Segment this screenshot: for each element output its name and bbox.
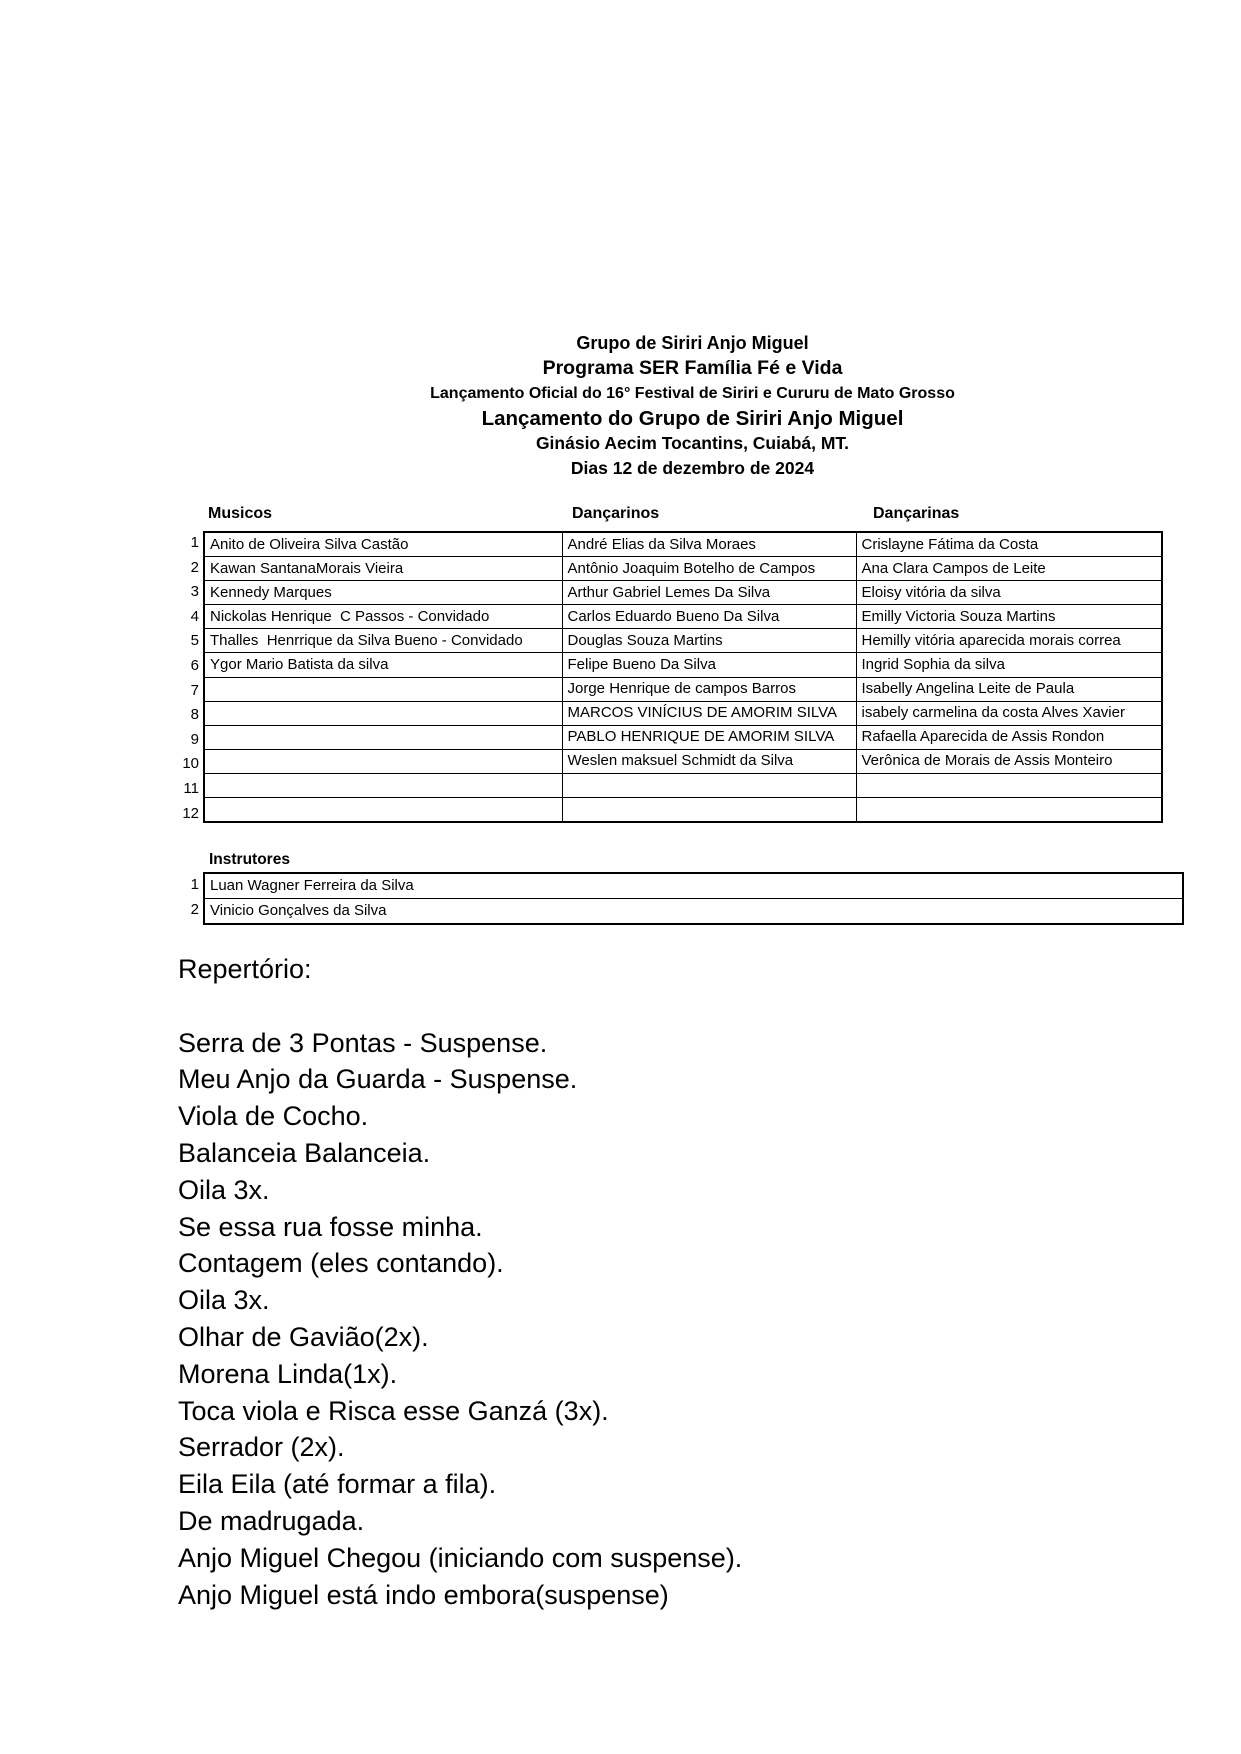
cell-dancarino: Weslen maksuel Schmidt da Silva	[562, 749, 856, 773]
row-number: 2	[190, 901, 199, 919]
repertoire-item: De madrugada.	[178, 1505, 365, 1536]
table-row	[204, 557, 1162, 581]
repertoire-item: Oila 3x.	[178, 1285, 270, 1316]
cell-dancarino	[562, 773, 856, 797]
table-row	[204, 581, 1162, 605]
table-row	[204, 873, 1183, 898]
cell-dancarina: Ana Clara Campos de Leite	[856, 557, 1162, 581]
row-number: 10	[182, 755, 199, 773]
header-line-festival: Lançamento Oficial do 16° Festival de Siriri e Cururu de Mato Grosso	[430, 385, 955, 402]
column-header-dancarinas: Dançarinas	[873, 505, 960, 522]
row-number: 3	[190, 583, 199, 601]
cell-dancarino: André Elias da Silva Moraes	[562, 532, 856, 557]
table-row	[204, 629, 1162, 653]
cell-dancarino: Arthur Gabriel Lemes Da Silva	[562, 581, 856, 605]
cell-musico	[204, 725, 562, 749]
header-line-venue: Ginásio Aecim Tocantins, Cuiabá, MT.	[535, 433, 850, 453]
cell-dancarina	[856, 773, 1162, 797]
row-number: 7	[190, 681, 199, 699]
cell-musico	[204, 701, 562, 725]
repertoire-item: Anjo Miguel Chegou (iniciando com suspense).	[178, 1542, 743, 1573]
cell-instructor: Luan Wagner Ferreira da Silva	[204, 873, 1183, 898]
row-number: 4	[190, 607, 199, 625]
header-line-group-name: Grupo de Siriri Anjo Miguel	[576, 333, 809, 353]
cell-dancarino: PABLO HENRIQUE DE AMORIM SILVA	[562, 725, 856, 749]
cell-musico	[204, 749, 562, 773]
cell-musico	[204, 798, 562, 823]
instructors-table	[203, 872, 1184, 925]
cell-dancarina	[856, 798, 1162, 823]
header-line-program: Programa SER Família Fé e Vida	[542, 357, 843, 379]
cell-musico	[204, 677, 562, 701]
table-row	[204, 605, 1162, 629]
repertoire-item: Serra de 3 Pontas - Suspense.	[178, 1027, 548, 1058]
row-number: 8	[190, 706, 199, 724]
row-number: 1	[190, 534, 199, 551]
row-number: 9	[190, 730, 199, 748]
repertoire-item: Se essa rua fosse minha.	[178, 1211, 483, 1242]
cell-dancarino	[562, 798, 856, 823]
repertoire-item: Serrador (2x).	[178, 1432, 345, 1463]
cell-dancarino: Carlos Eduardo Bueno Da Silva	[562, 605, 856, 629]
row-number: 1	[190, 876, 199, 893]
cell-dancarina: Isabelly Angelina Leite de Paula	[856, 677, 1162, 701]
cell-instructor: Vinicio Gonçalves da Silva	[204, 898, 1183, 923]
repertoire-item: Balanceia Balanceia.	[178, 1137, 431, 1168]
repertoire-item: Viola de Cocho.	[178, 1101, 369, 1132]
cell-dancarina: Eloisy vitória da silva	[856, 581, 1162, 605]
row-number: 5	[190, 632, 199, 650]
cell-dancarina: Hemilly vitória aparecida morais correa	[856, 629, 1162, 653]
participants-row-numbers	[159, 531, 201, 826]
cell-dancarina: Crislayne Fátima da Costa	[856, 532, 1162, 557]
table-row	[204, 798, 1162, 823]
cell-musico: Thalles Henrrique da Silva Bueno - Convidado	[204, 629, 562, 653]
cell-dancarino: Antônio Joaquim Botelho de Campos	[562, 557, 856, 581]
participants-table	[203, 531, 1163, 823]
cell-dancarino: Douglas Souza Martins	[562, 629, 856, 653]
repertoire-item: Olhar de Gavião(2x).	[178, 1321, 429, 1352]
table-row	[204, 653, 1162, 677]
cell-dancarino: Jorge Henrique de campos Barros	[562, 677, 856, 701]
repertoire-item: Morena Linda(1x).	[178, 1358, 398, 1389]
table-row	[204, 773, 1162, 797]
instructors-title: Instrutores	[209, 851, 290, 868]
instructors-row-numbers	[159, 872, 201, 923]
repertoire-item: Toca viola e Risca esse Ganzá (3x).	[178, 1395, 609, 1426]
spacer	[178, 988, 742, 1025]
table-row	[204, 532, 1162, 557]
cell-dancarina: isabely carmelina da costa Alves Xavier	[856, 701, 1162, 725]
cell-musico: Nickolas Henrique C Passos - Convidado	[204, 605, 562, 629]
cell-musico	[204, 773, 562, 797]
cell-musico: Ygor Mario Batista da silva	[204, 653, 562, 677]
table-row	[204, 749, 1162, 773]
column-header-dancarinos: Dançarinos	[572, 505, 660, 522]
cell-musico: Kawan SantanaMorais Vieira	[204, 557, 562, 581]
cell-dancarina: Emilly Victoria Souza Martins	[856, 605, 1162, 629]
row-number: 2	[190, 558, 199, 576]
row-number: 12	[182, 804, 199, 822]
cell-dancarina: Ingrid Sophia da silva	[856, 653, 1162, 677]
column-header-musicos: Musicos	[208, 505, 273, 522]
cell-musico: Anito de Oliveira Silva Castão	[204, 532, 562, 557]
repertoire-item: Eila Eila (até formar a fila).	[178, 1469, 497, 1500]
header-line-launch: Lançamento do Grupo de Siriri Anjo Miguel	[481, 407, 904, 430]
repertoire-item: Anjo Miguel está indo embora(suspense)	[178, 1579, 669, 1610]
repertoire-section	[178, 951, 742, 1613]
cell-dancarino: MARCOS VINÍCIUS DE AMORIM SILVA	[562, 701, 856, 725]
cell-dancarino: Felipe Bueno Da Silva	[562, 653, 856, 677]
document-header	[203, 331, 1182, 481]
repertoire-title: Repertório:	[178, 954, 312, 984]
table-row	[204, 898, 1183, 923]
cell-musico: Kennedy Marques	[204, 581, 562, 605]
table-row	[204, 701, 1162, 725]
table-row	[204, 677, 1162, 701]
cell-dancarina: Verônica de Morais de Assis Monteiro	[856, 749, 1162, 773]
table-row	[204, 725, 1162, 749]
row-number: 11	[183, 779, 199, 797]
cell-dancarina: Rafaella Aparecida de Assis Rondon	[856, 725, 1162, 749]
header-line-date: Dias 12 de dezembro de 2024	[570, 458, 815, 478]
repertoire-item: Meu Anjo da Guarda - Suspense.	[178, 1064, 578, 1095]
repertoire-item: Contagem (eles contando).	[178, 1248, 504, 1279]
row-number: 6	[190, 656, 199, 674]
repertoire-item: Oila 3x.	[178, 1174, 270, 1205]
